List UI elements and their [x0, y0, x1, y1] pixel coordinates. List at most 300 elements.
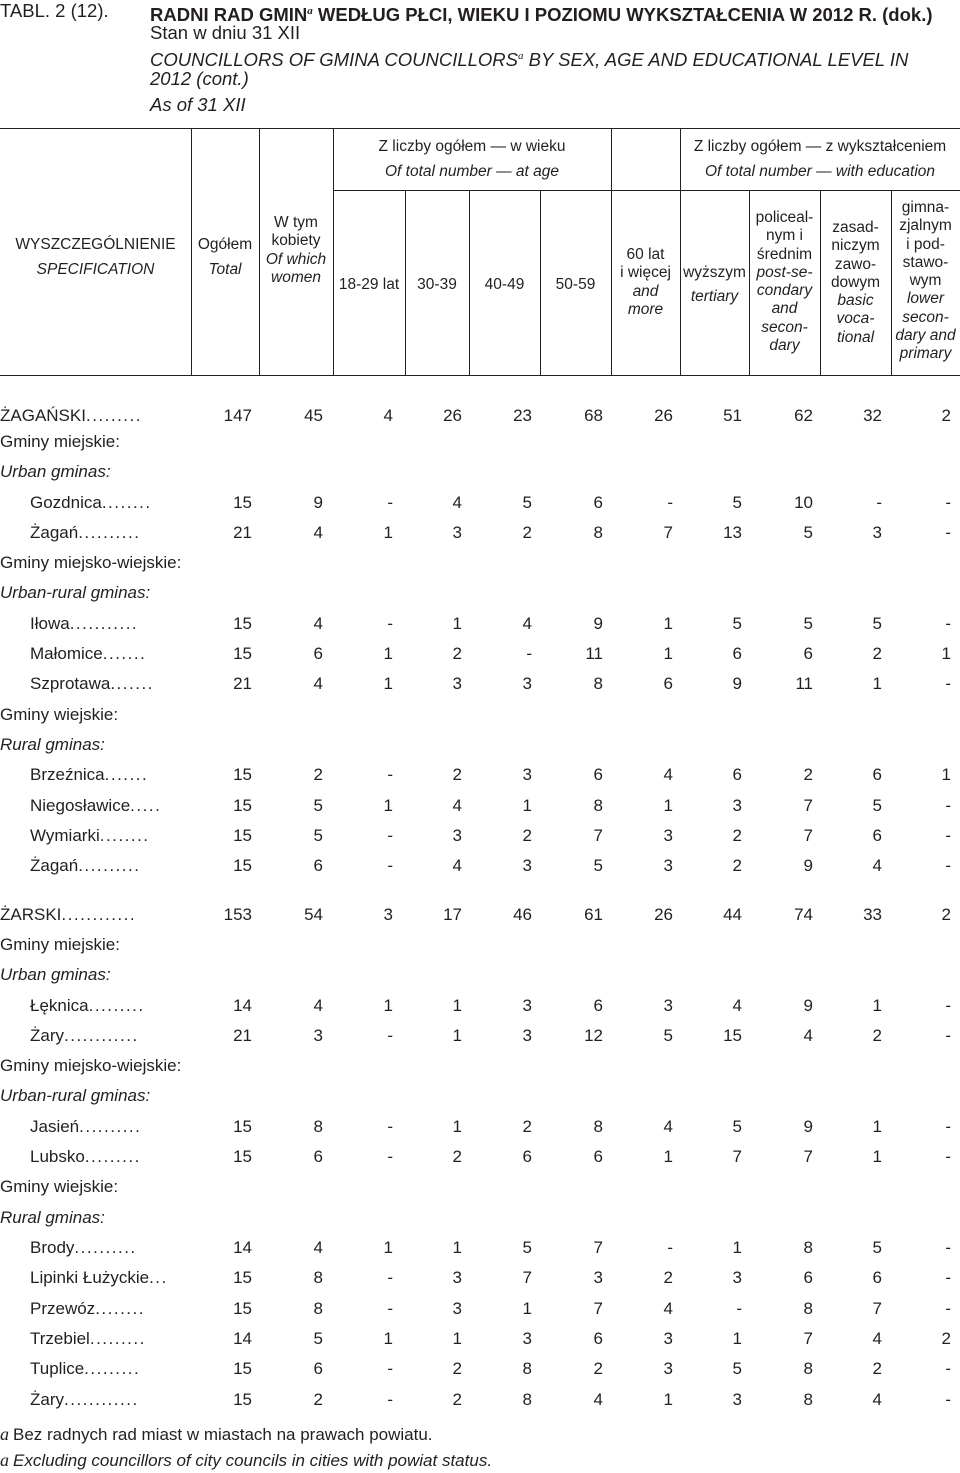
- row-label: [0, 578, 150, 608]
- leader-dots: ..........: [78, 523, 141, 542]
- table-row: [0, 991, 960, 1021]
- leader-dots: .......: [104, 765, 149, 784]
- cell-age-50-59: 6: [593, 1329, 603, 1348]
- cell-age-30-39: 2: [452, 1359, 462, 1378]
- cell-total: 21: [233, 523, 252, 542]
- row-label: [0, 900, 136, 930]
- leader-dots: ........: [95, 1299, 145, 1318]
- row-label-text: Żagań: [30, 523, 79, 542]
- cell-age-18-29: 1: [383, 1329, 393, 1348]
- row-label: [0, 427, 120, 457]
- cell-basic-vocational: 6: [872, 1268, 882, 1287]
- lower-secondary-header: gimna- zjalnym i pod- stawo- wym lower secon- dary and primary: [895, 199, 956, 363]
- cell-age-60-plus: 26: [654, 905, 673, 924]
- row-label-text: Żary: [30, 1026, 64, 1045]
- cell-age-50-59: 6: [593, 493, 603, 512]
- table-row: [0, 1142, 960, 1172]
- cell-age-50-59: 8: [593, 1117, 603, 1136]
- cell-age-30-39: 4: [452, 796, 462, 815]
- cell-age-30-39: 3: [452, 523, 462, 542]
- table-row: [0, 760, 960, 790]
- cell-post-secondary: 7: [803, 826, 813, 845]
- cell-age-60-plus: 4: [663, 1299, 673, 1318]
- cell-lower-secondary: -: [945, 796, 951, 815]
- cell-age-30-39: 2: [452, 1390, 462, 1409]
- cell-lower-secondary: -: [945, 1147, 951, 1166]
- cell-age-60-plus: 2: [663, 1268, 673, 1287]
- cell-age-60-plus: 5: [663, 1026, 673, 1045]
- leader-dots: .........: [88, 996, 145, 1015]
- cell-age-40-49: 2: [522, 523, 532, 542]
- row-label: [30, 639, 146, 669]
- cell-age-40-49: 6: [522, 1147, 532, 1166]
- cell-age-40-49: 3: [522, 674, 532, 693]
- age-50-59-header: 50-59: [555, 276, 596, 293]
- cell-total: 14: [233, 996, 252, 1015]
- table-section-label: [0, 1051, 960, 1081]
- cell-age-50-59: 9: [593, 614, 603, 633]
- cell-women: 4: [313, 996, 323, 1015]
- cell-post-secondary: 8: [803, 1238, 813, 1257]
- cell-tertiary: 3: [732, 796, 742, 815]
- cell-tertiary: -: [736, 1299, 742, 1318]
- cell-tertiary: 15: [723, 1026, 742, 1045]
- row-label: [0, 457, 111, 487]
- cell-tertiary: 1: [732, 1329, 742, 1348]
- table-row: [0, 609, 960, 639]
- table-section-label: [0, 1203, 960, 1233]
- cell-total: 153: [223, 905, 252, 924]
- cell-age-40-49: 2: [522, 1117, 532, 1136]
- cell-age-50-59: 12: [584, 1026, 603, 1045]
- cell-total: 15: [233, 796, 252, 815]
- table-row: [0, 639, 960, 669]
- row-label: [30, 760, 148, 790]
- cell-tertiary: 6: [732, 765, 742, 784]
- cell-post-secondary: 8: [803, 1390, 813, 1409]
- cell-age-18-29: 3: [383, 905, 393, 924]
- cell-basic-vocational: 32: [863, 406, 882, 425]
- cell-age-40-49: 23: [513, 406, 532, 425]
- row-label-text: Gminy wiejskie:: [0, 705, 119, 724]
- cell-lower-secondary: -: [945, 493, 951, 512]
- cell-total: 15: [233, 614, 252, 633]
- title-pl: RADNI RAD GMIN$^a$ WEDŁUG PŁCI, WIEKU I POZIOMU WYKSZTAŁCENIA W 2012 R. (dok.): [150, 4, 933, 26]
- cell-post-secondary: 9: [803, 996, 813, 1015]
- leader-dots: ........: [101, 493, 152, 512]
- cell-age-40-49: -: [526, 644, 532, 663]
- row-label: [30, 488, 152, 518]
- cell-age-60-plus: 6: [663, 674, 673, 693]
- cell-lower-secondary: -: [945, 523, 951, 542]
- leader-dots: ............: [61, 905, 137, 924]
- cell-age-50-59: 2: [593, 1359, 603, 1378]
- cell-post-secondary: 8: [803, 1299, 813, 1318]
- cell-age-18-29: 1: [383, 796, 393, 815]
- cell-lower-secondary: 2: [941, 905, 951, 924]
- cell-women: 4: [313, 674, 323, 693]
- header-top-rule: [0, 128, 960, 129]
- cell-age-60-plus: 7: [663, 523, 673, 542]
- leader-dots: ...: [149, 1268, 168, 1287]
- cell-basic-vocational: 1: [872, 674, 882, 693]
- row-label-text: ŻAGAŃSKI: [0, 406, 86, 425]
- cell-women: 5: [313, 796, 323, 815]
- cell-women: 8: [313, 1299, 323, 1318]
- cell-age-50-59: 7: [593, 1238, 603, 1257]
- cell-basic-vocational: -: [876, 493, 882, 512]
- cell-age-60-plus: 1: [663, 614, 673, 633]
- cell-age-30-39: 2: [452, 644, 462, 663]
- cell-women: 2: [313, 1390, 323, 1409]
- cell-tertiary: 51: [723, 406, 742, 425]
- row-label: [30, 1142, 141, 1172]
- row-label: [30, 1233, 137, 1263]
- cell-age-18-29: -: [387, 1147, 393, 1166]
- education-group-header: Z liczby ogółem — z wykształceniem Of total number — with education: [693, 138, 947, 181]
- cell-lower-secondary: 1: [941, 644, 951, 663]
- cell-age-50-59: 68: [584, 406, 603, 425]
- cell-lower-secondary: -: [945, 1299, 951, 1318]
- row-label: [0, 1172, 118, 1202]
- cell-age-18-29: 1: [383, 644, 393, 663]
- table-row: [0, 1233, 960, 1263]
- cell-women: 6: [313, 1359, 323, 1378]
- table-row: [0, 851, 960, 881]
- cell-basic-vocational: 4: [872, 1390, 882, 1409]
- row-label: [30, 821, 150, 851]
- leader-dots: ............: [64, 1390, 139, 1409]
- cell-women: 2: [313, 765, 323, 784]
- row-label-text: Urban-rural gminas:: [0, 583, 151, 602]
- cell-tertiary: 7: [732, 1147, 742, 1166]
- table-section-label: [0, 930, 960, 960]
- cell-tertiary: 44: [723, 905, 742, 924]
- row-label: [0, 1203, 105, 1233]
- cell-age-40-49: 46: [513, 905, 532, 924]
- cell-age-50-59: 3: [593, 1268, 603, 1287]
- leader-dots: ..........: [74, 1238, 137, 1257]
- cell-age-30-39: 4: [452, 493, 462, 512]
- cell-age-60-plus: 1: [663, 1147, 673, 1166]
- cell-age-60-plus: -: [667, 1238, 673, 1257]
- table-row: [0, 1354, 960, 1384]
- cell-tertiary: 2: [732, 826, 742, 845]
- row-label-text: Brody: [30, 1238, 75, 1257]
- cell-post-secondary: 7: [803, 1329, 813, 1348]
- cell-women: 54: [304, 905, 323, 924]
- age-18-29-header: 18-29 lat: [338, 276, 400, 293]
- cell-age-18-29: -: [387, 1299, 393, 1318]
- row-label: [30, 1263, 168, 1293]
- table-section-label: [0, 457, 960, 487]
- cell-tertiary: 4: [732, 996, 742, 1015]
- cell-women: 9: [313, 493, 323, 512]
- cell-age-50-59: 6: [593, 1147, 603, 1166]
- cell-women: 5: [313, 1329, 323, 1348]
- row-label-text: Rural gminas:: [0, 735, 105, 754]
- row-label-text: Szprotawa: [30, 674, 111, 693]
- cell-post-secondary: 62: [794, 406, 813, 425]
- cell-basic-vocational: 33: [863, 905, 882, 924]
- row-label: [30, 609, 138, 639]
- cell-age-50-59: 61: [584, 905, 603, 924]
- cell-age-40-49: 5: [522, 1238, 532, 1257]
- cell-age-40-49: 5: [522, 493, 532, 512]
- row-label-text: Trzebiel: [30, 1329, 90, 1348]
- cell-total: 15: [233, 1299, 252, 1318]
- group-header-rule: [333, 190, 960, 191]
- cell-age-60-plus: 1: [663, 796, 673, 815]
- row-label-text: Rural gminas:: [0, 1208, 105, 1227]
- cell-total: 15: [233, 1268, 252, 1287]
- cell-age-18-29: 1: [383, 996, 393, 1015]
- table-number: TABL. 2 (12).: [0, 0, 109, 21]
- cell-tertiary: 5: [732, 614, 742, 633]
- row-label: [30, 1112, 141, 1142]
- cell-lower-secondary: 2: [941, 1329, 951, 1348]
- leader-dots: ............: [64, 1026, 139, 1045]
- cell-post-secondary: 4: [803, 1026, 813, 1045]
- cell-age-60-plus: 3: [663, 996, 673, 1015]
- cell-lower-secondary: -: [945, 996, 951, 1015]
- basic-vocational-header: zasad- niczym zawo- dowym basic voca- tional: [830, 219, 881, 346]
- cell-tertiary: 2: [732, 856, 742, 875]
- cell-age-30-39: 3: [452, 1268, 462, 1287]
- cell-tertiary: 1: [732, 1238, 742, 1257]
- cell-total: 15: [233, 1359, 252, 1378]
- cell-post-secondary: 9: [803, 856, 813, 875]
- cell-age-50-59: 5: [593, 856, 603, 875]
- header-bottom-rule: [0, 375, 960, 376]
- row-label-text: Małomice: [30, 644, 103, 663]
- cell-post-secondary: 10: [794, 493, 813, 512]
- cell-basic-vocational: 1: [872, 996, 882, 1015]
- table-section-label: [0, 427, 960, 457]
- cell-women: 6: [313, 1147, 323, 1166]
- cell-total: 21: [233, 674, 252, 693]
- cell-basic-vocational: 3: [872, 523, 882, 542]
- cell-total: 15: [233, 1390, 252, 1409]
- table-row: [0, 1263, 960, 1293]
- cell-age-30-39: 1: [452, 1117, 462, 1136]
- row-label-text: Urban gminas:: [0, 462, 111, 481]
- leader-dots: .........: [89, 1329, 146, 1348]
- cell-lower-secondary: -: [945, 1238, 951, 1257]
- row-label-text: Wymiarki: [30, 826, 100, 845]
- cell-tertiary: 3: [732, 1268, 742, 1287]
- cell-basic-vocational: 5: [872, 796, 882, 815]
- cell-basic-vocational: 4: [872, 856, 882, 875]
- cell-age-40-49: 8: [522, 1359, 532, 1378]
- row-label: [30, 1385, 139, 1415]
- cell-total: 15: [233, 765, 252, 784]
- leader-dots: .....: [130, 796, 162, 815]
- row-label-text: Przewóz: [30, 1299, 96, 1318]
- cell-lower-secondary: -: [945, 1390, 951, 1409]
- cell-basic-vocational: 1: [872, 1147, 882, 1166]
- row-label: [0, 930, 120, 960]
- row-label-text: ŻARSKI: [0, 905, 62, 924]
- cell-age-30-39: 3: [452, 674, 462, 693]
- cell-age-40-49: 3: [522, 856, 532, 875]
- row-label-text: Gminy miejsko-wiejskie:: [0, 553, 182, 572]
- table-row: [0, 791, 960, 821]
- cell-age-60-plus: 1: [663, 644, 673, 663]
- row-label: [30, 1354, 140, 1384]
- cell-age-18-29: -: [387, 493, 393, 512]
- cell-age-18-29: 1: [383, 674, 393, 693]
- cell-age-50-59: 8: [593, 674, 603, 693]
- cell-basic-vocational: 4: [872, 1329, 882, 1348]
- cell-lower-secondary: -: [945, 614, 951, 633]
- cell-age-60-plus: 3: [663, 1329, 673, 1348]
- cell-tertiary: 5: [732, 1117, 742, 1136]
- date-en: As of 31 XII: [150, 94, 246, 115]
- table-row: [0, 1324, 960, 1354]
- cell-age-50-59: 11: [585, 644, 603, 663]
- cell-total: 147: [223, 406, 252, 425]
- age-group-header: Z liczby ogółem — w wieku Of total number — at age: [378, 138, 566, 181]
- cell-age-60-plus: 3: [663, 1359, 673, 1378]
- table-row: [0, 1021, 960, 1051]
- row-label-text: Gminy miejskie:: [0, 432, 120, 451]
- cell-tertiary: 5: [732, 1359, 742, 1378]
- cell-age-18-29: -: [387, 1359, 393, 1378]
- date-pl: Stan w dniu 31 XII: [150, 22, 301, 43]
- table-section-label: [0, 1172, 960, 1202]
- table-row: [0, 488, 960, 518]
- cell-age-18-29: -: [387, 1268, 393, 1287]
- cell-women: 4: [313, 614, 323, 633]
- row-label: [30, 669, 154, 699]
- cell-age-30-39: 3: [452, 826, 462, 845]
- cell-post-secondary: 8: [803, 1359, 813, 1378]
- age-30-39-header: 30-39: [417, 276, 457, 293]
- row-label: [0, 1051, 181, 1081]
- cell-women: 3: [313, 1026, 323, 1045]
- cell-post-secondary: 2: [803, 765, 813, 784]
- row-label-text: Gminy miejsko-wiejskie:: [0, 1056, 182, 1075]
- cell-age-50-59: 6: [593, 765, 603, 784]
- row-label-text: Łęknica: [30, 996, 89, 1015]
- table-row: [0, 1294, 960, 1324]
- cell-basic-vocational: 5: [872, 614, 882, 633]
- row-label: [30, 791, 161, 821]
- cell-women: 6: [313, 644, 323, 663]
- cell-post-secondary: 7: [803, 796, 813, 815]
- cell-lower-secondary: -: [945, 1026, 951, 1045]
- total-header: Ogółem Total: [197, 236, 253, 278]
- row-label-text: Tuplice: [30, 1359, 85, 1378]
- cell-tertiary: 5: [732, 493, 742, 512]
- cell-lower-secondary: -: [945, 1117, 951, 1136]
- cell-age-50-59: 8: [593, 523, 603, 542]
- cell-women: 8: [313, 1268, 323, 1287]
- cell-age-60-plus: 1: [663, 1390, 673, 1409]
- cell-age-50-59: 8: [593, 796, 603, 815]
- cell-age-60-plus: 4: [663, 1117, 673, 1136]
- cell-women: 8: [313, 1117, 323, 1136]
- cell-post-secondary: 5: [803, 614, 813, 633]
- cell-age-40-49: 3: [522, 1026, 532, 1045]
- table-row: [0, 669, 960, 699]
- row-label-text: Żary: [30, 1390, 64, 1409]
- row-label: [30, 1294, 145, 1324]
- row-label-text: Niegosławice: [30, 796, 131, 815]
- cell-tertiary: 3: [732, 1390, 742, 1409]
- women-header: W tym kobiety Of which women: [265, 214, 327, 286]
- table-row: [0, 900, 960, 930]
- table-section-label: [0, 548, 960, 578]
- cell-total: 15: [233, 1147, 252, 1166]
- cell-post-secondary: 9: [803, 1117, 813, 1136]
- cell-age-30-39: 1: [452, 996, 462, 1015]
- cell-basic-vocational: 7: [872, 1299, 882, 1318]
- cell-age-18-29: -: [387, 826, 393, 845]
- row-label: [0, 1081, 150, 1111]
- row-label: [30, 518, 140, 548]
- leader-dots: .........: [84, 1147, 141, 1166]
- cell-total: 15: [233, 644, 252, 663]
- footnote-en: a Excluding councillors of city councils in cities with powiat status.: [0, 1450, 493, 1470]
- cell-age-40-49: 1: [522, 796, 532, 815]
- row-label-text: Urban gminas:: [0, 965, 111, 984]
- table-section-label: [0, 960, 960, 990]
- cell-basic-vocational: 6: [872, 765, 882, 784]
- table-section-label: [0, 578, 960, 608]
- row-label: [0, 548, 181, 578]
- cell-age-30-39: 2: [452, 765, 462, 784]
- cell-total: 15: [233, 856, 252, 875]
- row-label-text: Gozdnica: [30, 493, 102, 512]
- row-label-text: Lubsko: [30, 1147, 85, 1166]
- cell-post-secondary: 74: [794, 905, 813, 924]
- cell-age-50-59: 6: [593, 996, 603, 1015]
- cell-age-18-29: 1: [383, 523, 393, 542]
- cell-women: 4: [313, 523, 323, 542]
- leader-dots: .........: [84, 1359, 141, 1378]
- cell-basic-vocational: 6: [872, 826, 882, 845]
- cell-lower-secondary: -: [945, 1359, 951, 1378]
- age-60-plus-header: 60 lat i więcej and more: [620, 246, 671, 318]
- cell-age-60-plus: 4: [663, 765, 673, 784]
- row-label-text: Lipinki Łużyckie: [30, 1268, 150, 1287]
- row-label: [30, 1324, 146, 1354]
- cell-age-40-49: 2: [522, 826, 532, 845]
- cell-total: 21: [233, 1026, 252, 1045]
- cell-women: 6: [313, 856, 323, 875]
- leader-dots: .......: [102, 644, 147, 663]
- row-label-text: Iłowa: [30, 614, 70, 633]
- cell-lower-secondary: 1: [941, 765, 951, 784]
- cell-age-60-plus: 3: [663, 826, 673, 845]
- cell-tertiary: 6: [732, 644, 742, 663]
- cell-age-18-29: -: [387, 1117, 393, 1136]
- leader-dots: .......: [110, 674, 154, 693]
- cell-age-50-59: 7: [593, 826, 603, 845]
- cell-age-30-39: 1: [452, 1329, 462, 1348]
- row-label: [30, 991, 145, 1021]
- cell-lower-secondary: 2: [941, 406, 951, 425]
- cell-women: 5: [313, 826, 323, 845]
- cell-age-18-29: -: [387, 1026, 393, 1045]
- leader-dots: ..........: [78, 856, 141, 875]
- cell-total: 14: [233, 1238, 252, 1257]
- cell-basic-vocational: 5: [872, 1238, 882, 1257]
- cell-age-30-39: 1: [452, 1238, 462, 1257]
- cell-basic-vocational: 2: [872, 1026, 882, 1045]
